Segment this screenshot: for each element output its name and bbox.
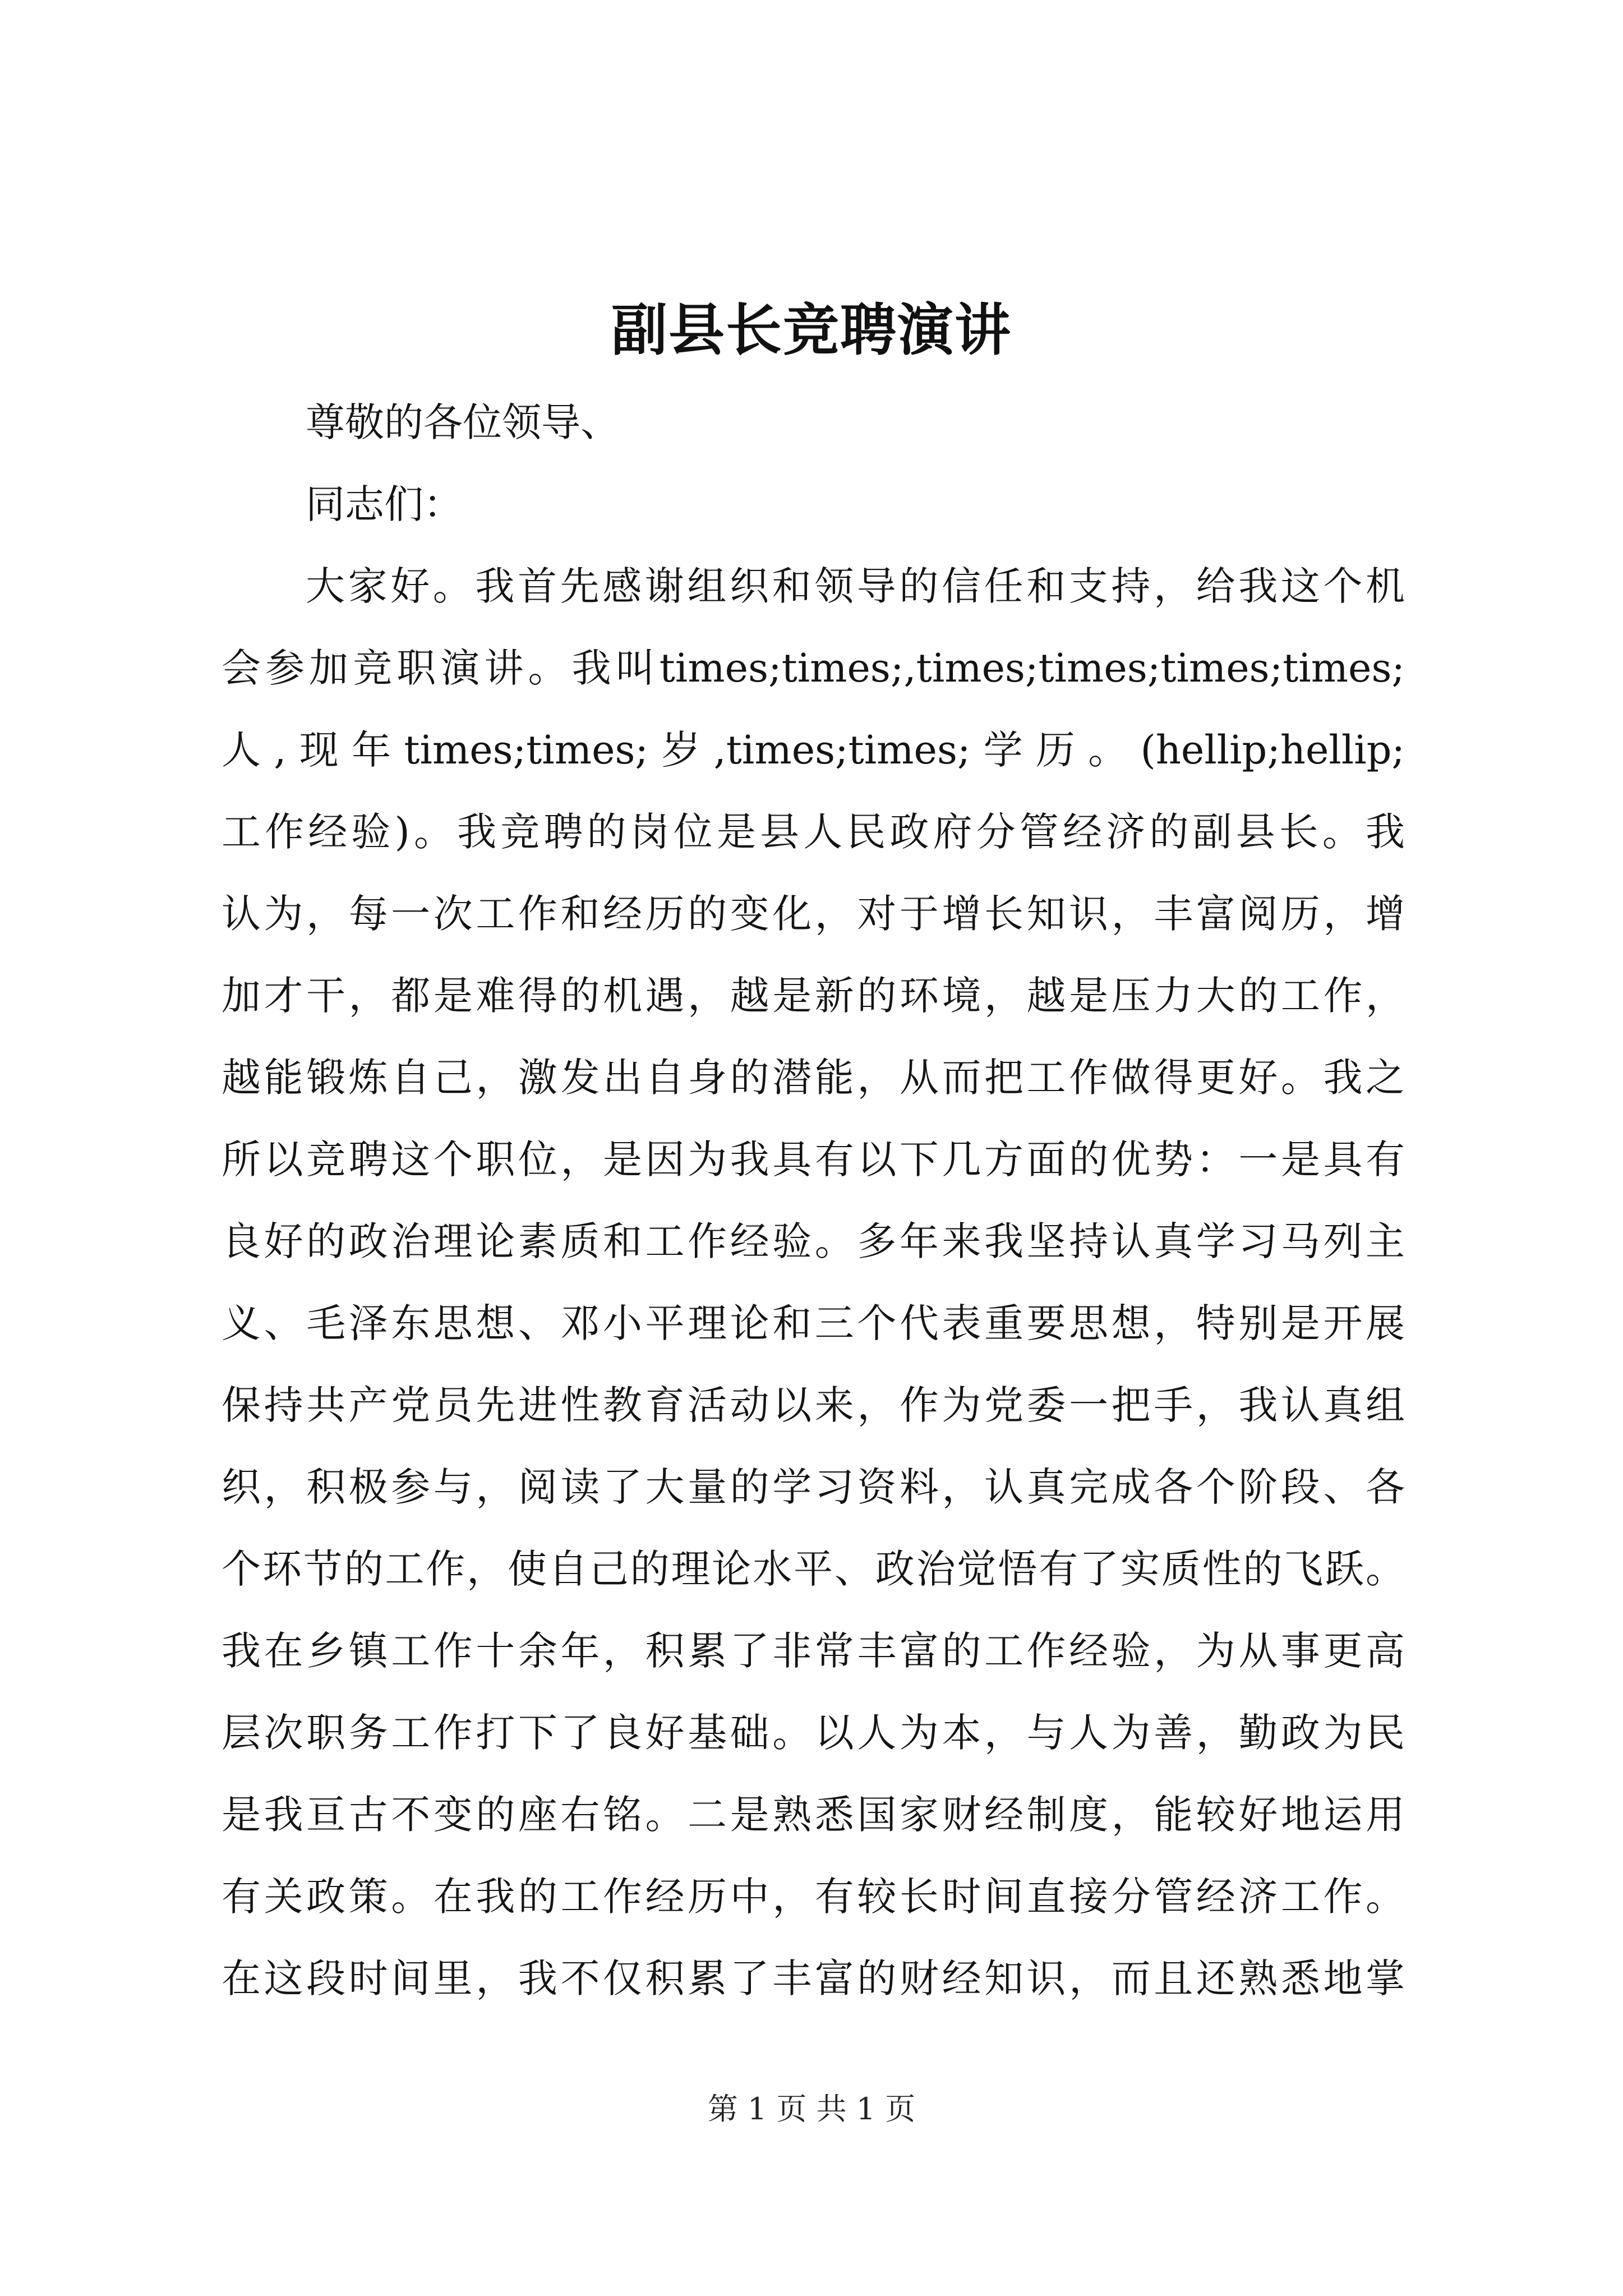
- salutation-line: 同志们：: [306, 481, 463, 527]
- paragraph-line: 在这段时间里，我不仅积累了丰富的财经知识，而且还熟悉地掌: [222, 1955, 1405, 2001]
- paragraph-line: 是我亘古不变的座右铭。二是熟悉国家财经制度，能较好地运用: [222, 1792, 1405, 1838]
- paragraph-line: 个环节的工作，使自己的理论水平、政治觉悟有了实质性的飞跃。: [222, 1546, 1405, 1592]
- paragraph-line: 有关政策。在我的工作经历中，有较长时间直接分管经济工作。: [222, 1874, 1405, 1920]
- paragraph-line: 良好的政治理论素质和工作经验。多年来我坚持认真学习马列主: [222, 1218, 1405, 1264]
- paragraph-line: 大家好。我首先感谢组织和领导的信任和支持，给我这个机: [306, 563, 1405, 609]
- paragraph-line: 工作经验)。我竞聘的岗位是县人民政府分管经济的副县长。我: [222, 809, 1405, 855]
- salutation-line: 尊敬的各位领导、: [306, 399, 620, 445]
- document-body: [222, 381, 1405, 2019]
- paragraph-line: 我在乡镇工作十余年，积累了非常丰富的工作经验，为从事更高: [222, 1628, 1405, 1674]
- paragraph-line: 义、毛泽东思想、邓小平理论和三个代表重要思想，特别是开展: [222, 1300, 1405, 1346]
- paragraph-line: 所以竞聘这个职位，是因为我具有以下几方面的优势：一是具有: [222, 1137, 1405, 1182]
- paragraph-line: 人,现年times;times;岁,times;times;学历。(hellip;hellip;: [222, 727, 1405, 773]
- paragraph-line: 认为，每一次工作和经历的变化，对于增长知识，丰富阅历，增: [222, 891, 1405, 937]
- paragraph-line: 会参加竞职演讲。我叫times;times;,times;times;times;times;: [222, 645, 1405, 691]
- paragraph-line: 加才干，都是难得的机遇，越是新的环境，越是压力大的工作，: [222, 973, 1405, 1019]
- paragraph-line: 织，积极参与，阅读了大量的学习资料，认真完成各个阶段、各: [222, 1464, 1405, 1510]
- paragraph-line: 越能锻炼自己，激发出自身的潜能，从而把工作做得更好。我之: [222, 1055, 1405, 1101]
- paragraph-line: 保持共产党员先进性教育活动以来，作为党委一把手，我认真组: [222, 1382, 1405, 1428]
- paragraph-line: 层次职务工作打下了良好基础。以人为本，与人为善，勤政为民: [222, 1710, 1405, 1756]
- page-number-footer: 第 1 页 共 1 页: [707, 2091, 916, 2127]
- document-title: 副县长竞聘演讲: [611, 297, 1012, 363]
